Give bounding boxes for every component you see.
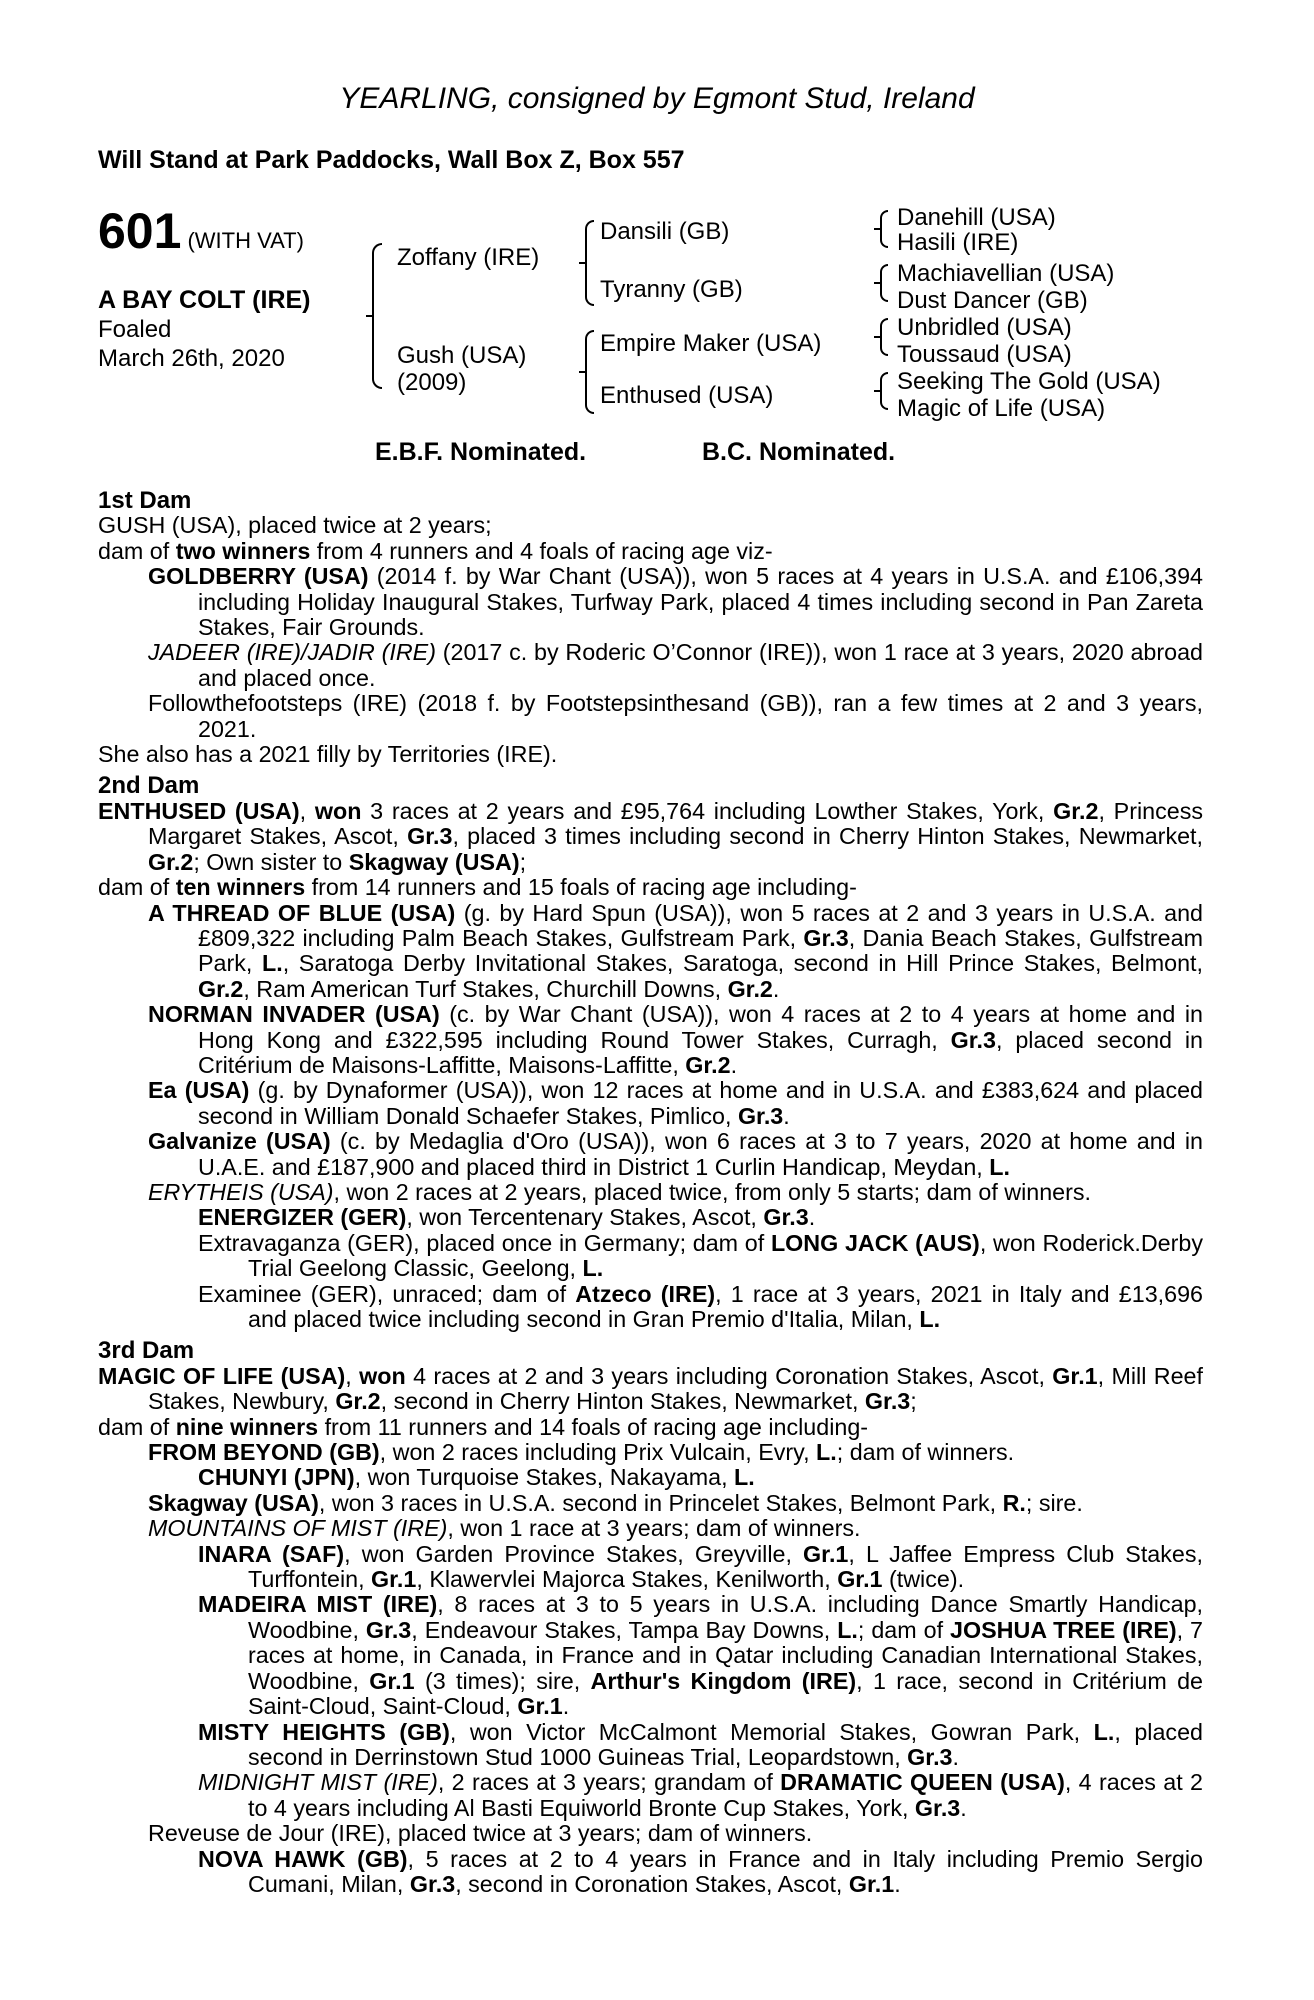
horse-highlight: Gr.2 <box>727 975 773 1002</box>
horse-highlight: Gr.3 <box>914 1794 961 1821</box>
horse-highlight: Skagway (USA) <box>148 1489 319 1516</box>
entry-text: ; dam of <box>857 1616 950 1643</box>
entry-text: ; <box>519 848 527 875</box>
pedigree-entry <box>98 1592 1203 1719</box>
entry-text: dam of <box>98 537 176 564</box>
entry-text: , 1 race at 3 years, 2021 in Italy and £13,696 and placed twice including second in Gran Premio d'Italia, Milan, <box>248 1280 1204 1332</box>
pedigree-entry <box>98 564 1203 640</box>
pedigree-sdd: Dust Dancer (GB) <box>897 287 1088 314</box>
horse-highlight: Gr.1 <box>803 1540 849 1567</box>
pedigree-notes <box>98 488 1203 1897</box>
horse-highlight: R. <box>1002 1489 1026 1516</box>
horse-highlight: Gr.3 <box>737 1102 784 1129</box>
horse-highlight: won <box>314 797 362 824</box>
entry-text: , placed second in Derrinstown Stud 1000 Guineas Trial, Leopardstown, <box>248 1718 1203 1770</box>
entry-text: , 4 races at 2 to 4 years including Al Basti Equiworld Bronte Cup Stakes, York, <box>248 1769 1203 1821</box>
horse-highlight: JOSHUA TREE (IRE) <box>950 1616 1177 1643</box>
horse-italic: ERYTHEIS (USA) <box>148 1178 334 1205</box>
lot-number: 601 <box>98 203 182 259</box>
entry-text: . <box>960 1794 967 1821</box>
pedigree-brace-sire <box>585 220 594 306</box>
pedigree-entry <box>98 1282 1203 1333</box>
entry-text: 4 races at 2 and 3 years including Coronation Stakes, Ascot, <box>405 1362 1053 1389</box>
pedigree-entry <box>98 1516 1203 1541</box>
pedigree-sd: Tyranny (GB) <box>600 276 743 303</box>
horse-highlight: Gr.3 <box>407 823 453 850</box>
entry-text: , Dania Beach Stakes, Gulfstream Park, <box>198 924 1203 977</box>
pedigree-entry <box>98 1491 1203 1516</box>
foaled-date: March 26th, 2020 <box>98 345 285 372</box>
entry-text: ; <box>910 1388 917 1415</box>
horse-highlight: Gr.2 <box>198 975 244 1002</box>
pedigree-sss: Danehill (USA) <box>897 204 1056 231</box>
entry-text: 3 races at 2 years and £95,764 including Lowther Stakes, York, <box>361 797 1054 824</box>
entry-text: , won Tercentenary Stakes, Ascot, <box>406 1204 764 1231</box>
section-heading: 1st Dam <box>98 487 192 514</box>
entry-text: , won 2 races at 2 years, placed twice, from only 5 starts; dam of winners. <box>333 1178 1092 1205</box>
horse-highlight: L. <box>262 950 283 977</box>
pedigree-entry <box>98 1129 1203 1180</box>
lot-vat: (WITH VAT) <box>187 228 304 253</box>
horse-highlight: Gr.1 <box>369 1667 415 1694</box>
pedigree-brace-ds <box>880 318 888 356</box>
entry-text: (2014 f. by War Chant (USA)), won 5 races at 4 years in U.S.A. and £106,394 including Holiday Inaugural Stakes, Turfway Park, placed 4 times including second in Pan Zareta Stakes, Fair Grounds. <box>198 563 1203 641</box>
stand-location: Will Stand at Park Paddocks, Wall Box Z, Box 557 <box>98 146 685 174</box>
pedigree-entry <box>98 1847 1203 1898</box>
horse-highlight: nine winners <box>175 1413 319 1440</box>
entry-text: , won Roderick.Derby Trial Geelong Classic, Geelong, <box>248 1229 1203 1282</box>
entry-text: , won 3 races in U.S.A. second in Princelet Stakes, Belmont Park, <box>318 1489 1003 1516</box>
pedigree-entry <box>98 1364 1203 1415</box>
pedigree-entry <box>98 742 1203 767</box>
entry-text: , L Jaffee Empress Club Stakes, Turffontein, <box>248 1540 1203 1593</box>
entry-text: (twice). <box>882 1566 965 1593</box>
horse-highlight: FROM BEYOND (GB) <box>148 1439 380 1466</box>
entry-text: , won Garden Province Stakes, Greyville, <box>344 1540 804 1567</box>
pedigree-sire: Zoffany (IRE) <box>397 244 540 271</box>
horse-highlight: Gr.2 <box>685 1051 731 1078</box>
entry-text: , won Turquoise Stakes, Nakayama, <box>354 1464 735 1491</box>
pedigree-entry <box>98 1542 1203 1593</box>
entry-text: . <box>894 1870 901 1897</box>
horse-highlight: Gr.3 <box>409 1870 456 1897</box>
entry-text: Followthefootsteps (IRE) (2018 f. by Footstepsinthesand (GB)), ran a few times at 2 and 3 years, 2021. <box>148 690 1203 742</box>
entry-text: from 11 runners and 14 foals of racing age including- <box>318 1413 869 1440</box>
pedigree-entry <box>98 1720 1203 1771</box>
horse-highlight: Gr.2 <box>1053 797 1099 824</box>
horse-italic: JADEER (IRE)/JADIR (IRE) <box>148 639 436 666</box>
pedigree-entry <box>98 1440 1203 1465</box>
entry-text: . <box>772 975 780 1002</box>
horse-highlight: A THREAD OF BLUE (USA) <box>148 899 456 926</box>
entry-text: , Endeavour Stakes, Tampa Bay Downs, <box>411 1616 838 1643</box>
pedigree-entry <box>98 640 1203 691</box>
horse-highlight: MADEIRA MIST (IRE) <box>198 1591 438 1618</box>
entry-text: . <box>730 1051 738 1078</box>
horse-highlight: Gr.1 <box>517 1693 563 1720</box>
horse-highlight: L. <box>1093 1718 1115 1745</box>
entry-text: She also has a 2021 filly by Territories (IRE). <box>98 741 558 768</box>
pedigree-brace-dd <box>880 372 888 410</box>
horse-highlight: Gr.3 <box>763 1204 809 1231</box>
section-heading: 2nd Dam <box>98 772 200 800</box>
horse-highlight: INARA (SAF) <box>198 1540 345 1567</box>
pedigree-entry <box>98 1205 1203 1230</box>
entry-text: ; Own sister to <box>193 848 349 875</box>
pedigree-entry <box>98 1231 1203 1282</box>
pedigree-brace-main <box>372 243 382 389</box>
horse-highlight: Gr.3 <box>864 1388 911 1415</box>
horse-highlight: Atzeco (IRE) <box>575 1280 716 1307</box>
entry-text: (3 times); sire, <box>414 1667 591 1694</box>
entry-text: , 5 races at 2 to 4 years in France and in Italy including Premio Sergio Cumani, Milan, <box>248 1845 1203 1897</box>
horse-highlight: Gr.2 <box>148 848 194 875</box>
pedigree-dds: Seeking The Gold (USA) <box>897 368 1161 395</box>
horse-highlight: DRAMATIC QUEEN (USA) <box>780 1769 1065 1796</box>
horse-highlight: L. <box>989 1153 1010 1180</box>
pedigree-entry <box>98 799 1203 875</box>
entry-text: , 2 races at 3 years; grandam of <box>437 1769 781 1796</box>
section-heading: 3rd Dam <box>98 1337 195 1365</box>
entry-text: , Princess Margaret Stakes, Ascot, <box>148 797 1204 850</box>
entry-text: GUSH (USA), placed twice at 2 years; <box>98 512 492 539</box>
horse-highlight: MAGIC OF LIFE (USA) <box>98 1362 346 1389</box>
horse-highlight: GOLDBERRY (USA) <box>148 563 369 590</box>
horse-highlight: ENERGIZER (GER) <box>198 1204 407 1231</box>
horse-highlight: Gr.3 <box>907 1743 953 1770</box>
entry-text: . <box>808 1204 816 1231</box>
entry-text: from 4 runners and 4 foals of racing age viz- <box>310 537 773 564</box>
pedigree-sds: Machiavellian (USA) <box>897 260 1115 287</box>
entry-text: , 1 race, second in Critérium de Saint-Cloud, Saint-Cloud, <box>248 1667 1203 1720</box>
entry-text: , placed second in Critérium de Maisons-Laffitte, Maisons-Laffitte, <box>198 1026 1203 1078</box>
pedigree-entry <box>98 875 1203 900</box>
pedigree-entry <box>98 691 1203 742</box>
pedigree-entry <box>98 1770 1203 1821</box>
page-title: YEARLING, consigned by Egmont Stud, Ireland <box>339 82 975 115</box>
horse-highlight: Arthur's Kingdom (IRE) <box>590 1667 857 1694</box>
pedigree-ss: Dansili (GB) <box>600 218 730 245</box>
entry-text: , second in Cherry Hinton Stakes, Newmarket, <box>380 1388 865 1415</box>
horse-highlight: Galvanize (USA) <box>148 1128 331 1155</box>
pedigree-brace-sd <box>880 264 888 302</box>
horse-highlight: L. <box>919 1306 941 1332</box>
lot-header <box>98 202 304 260</box>
entry-text: , Klawervlei Majorca Stakes, Kenilworth, <box>416 1566 838 1593</box>
horse-highlight: L. <box>837 1616 858 1643</box>
horse-name: A BAY COLT (IRE) <box>98 286 311 314</box>
pedigree-entry <box>98 1180 1203 1205</box>
horse-highlight: NORMAN INVADER (USA) <box>148 1001 440 1028</box>
horse-highlight: MISTY HEIGHTS (GB) <box>198 1718 450 1745</box>
horse-highlight: two winners <box>175 537 311 564</box>
pedigree-dd: Enthused (USA) <box>600 382 774 409</box>
entry-text: , Mill Reef Stakes, Newbury, <box>148 1362 1203 1415</box>
horse-highlight: Gr.3 <box>950 1026 996 1053</box>
horse-highlight: L. <box>582 1255 604 1282</box>
entry-text: (c. by Medaglia d'Oro (USA)), won 6 races at 3 to 7 years, 2020 at home and in U.A.E. and £187,900 and placed third in District 1 Curlin Handicap, Meydan, <box>198 1128 1203 1180</box>
horse-highlight: ENTHUSED (USA) <box>98 797 300 824</box>
horse-highlight: NOVA HAWK (GB) <box>198 1845 408 1872</box>
entry-text: , 8 races at 3 to 5 years in U.S.A. including Dance Smartly Handicap, Woodbine, <box>248 1591 1204 1643</box>
horse-italic: MIDNIGHT MIST (IRE) <box>198 1769 438 1796</box>
entry-text: , Saratoga Derby Invitational Stakes, Saratoga, second in Hill Prince Stakes, Belmont, <box>282 950 1203 977</box>
pedigree-entry <box>98 1465 1203 1490</box>
pedigree-entry <box>98 539 1203 564</box>
entry-text: Examinee (GER), unraced; dam of <box>198 1280 576 1307</box>
entry-text: , won 1 race at 3 years; dam of winners. <box>447 1515 861 1542</box>
pedigree-brace-dam <box>585 330 594 414</box>
entry-text: (g. by Hard Spun (USA)), won 5 races at 2 and 3 years in U.S.A. and £809,322 including Palm Beach Stakes, Gulfstream Park, <box>198 899 1203 951</box>
entry-text: , won Victor McCalmont Memorial Stakes, Gowran Park, <box>449 1718 1094 1745</box>
pedigree-dam: Gush (USA) <box>397 342 527 369</box>
entry-text: , won 2 races including Prix Vulcain, Evry, <box>379 1439 817 1466</box>
entry-text: (2017 c. by Roderic O’Connor (IRE)), won 1 race at 3 years, 2020 abroad and placed once. <box>198 639 1204 691</box>
horse-italic: MOUNTAINS OF MIST (IRE) <box>148 1515 448 1542</box>
ebf-nomination: E.B.F. Nominated. <box>375 438 587 466</box>
horse-highlight: Gr.2 <box>335 1388 381 1415</box>
entry-text: , Ram American Turf Stakes, Churchill Downs, <box>243 975 728 1002</box>
pedigree-ddd: Magic of Life (USA) <box>897 395 1106 422</box>
pedigree-dss: Unbridled (USA) <box>897 314 1072 341</box>
horse-highlight: Ea (USA) <box>148 1077 250 1104</box>
pedigree-entry <box>98 1002 1203 1078</box>
horse-highlight: ten winners <box>175 874 306 901</box>
entry-text: . <box>562 1693 570 1720</box>
pedigree-brace-ss <box>880 210 888 248</box>
entry-text: . <box>783 1102 790 1129</box>
entry-text: (g. by Dynaformer (USA)), won 12 races at home and in U.S.A. and £383,624 and placed second in William Donald Schaefer Stakes, Pimlico, <box>198 1077 1204 1129</box>
pedigree-dam-year: (2009) <box>397 369 467 396</box>
horse-highlight: Gr.1 <box>1052 1362 1098 1389</box>
entry-text: ; sire. <box>1025 1489 1083 1516</box>
entry-text: Extravaganza (GER), placed once in Germany; dam of <box>198 1229 771 1256</box>
pedigree-ds: Empire Maker (USA) <box>600 330 822 357</box>
horse-highlight: Gr.1 <box>371 1566 417 1593</box>
entry-text: from 14 runners and 15 foals of racing age including- <box>305 874 857 901</box>
horse-highlight: won <box>359 1362 406 1389</box>
horse-highlight: CHUNYI (JPN) <box>198 1464 355 1491</box>
entry-text: dam of <box>98 874 176 901</box>
entry-text: , <box>345 1362 360 1389</box>
entry-text: , <box>299 797 315 824</box>
entry-text: , second in Coronation Stakes, Ascot, <box>455 1870 849 1897</box>
bc-nomination: B.C. Nominated. <box>702 438 896 466</box>
pedigree-entry <box>98 1415 1203 1440</box>
horse-info <box>98 286 311 373</box>
horse-highlight: Gr.1 <box>848 1870 895 1897</box>
entry-text: Reveuse de Jour (IRE), placed twice at 3 years; dam of winners. <box>148 1820 813 1847</box>
horse-highlight: Gr.3 <box>365 1616 412 1643</box>
pedigree-entry <box>98 1821 1203 1846</box>
horse-highlight: Skagway (USA) <box>348 848 520 875</box>
horse-highlight: L. <box>734 1464 755 1491</box>
horse-highlight: L. <box>816 1439 837 1466</box>
entry-text: . <box>952 1743 959 1770</box>
pedigree-ssd: Hasili (IRE) <box>897 229 1019 256</box>
entry-text: ; dam of winners. <box>836 1439 1015 1466</box>
pedigree-entry <box>98 1078 1203 1129</box>
entry-text: , 7 races at home, in Canada, in France and in Qatar including Canadian International Stakes, Woodbine, <box>248 1616 1204 1694</box>
horse-highlight: Gr.3 <box>803 924 849 951</box>
horse-highlight: LONG JACK (AUS) <box>770 1229 980 1256</box>
pedigree-entry <box>98 901 1203 1003</box>
entry-text: , placed 3 times including second in Cherry Hinton Stakes, Newmarket, <box>452 823 1203 850</box>
entry-text: (c. by War Chant (USA)), won 4 races at 2 to 4 years at home and in Hong Kong and £322,595 including Round Tower Stakes, Curragh, <box>198 1001 1203 1053</box>
foaled-label: Foaled <box>98 316 172 343</box>
pedigree-entry <box>98 513 1203 538</box>
horse-highlight: Gr.1 <box>837 1566 883 1593</box>
entry-text: dam of <box>98 1413 176 1440</box>
pedigree-dsd: Toussaud (USA) <box>897 341 1072 368</box>
